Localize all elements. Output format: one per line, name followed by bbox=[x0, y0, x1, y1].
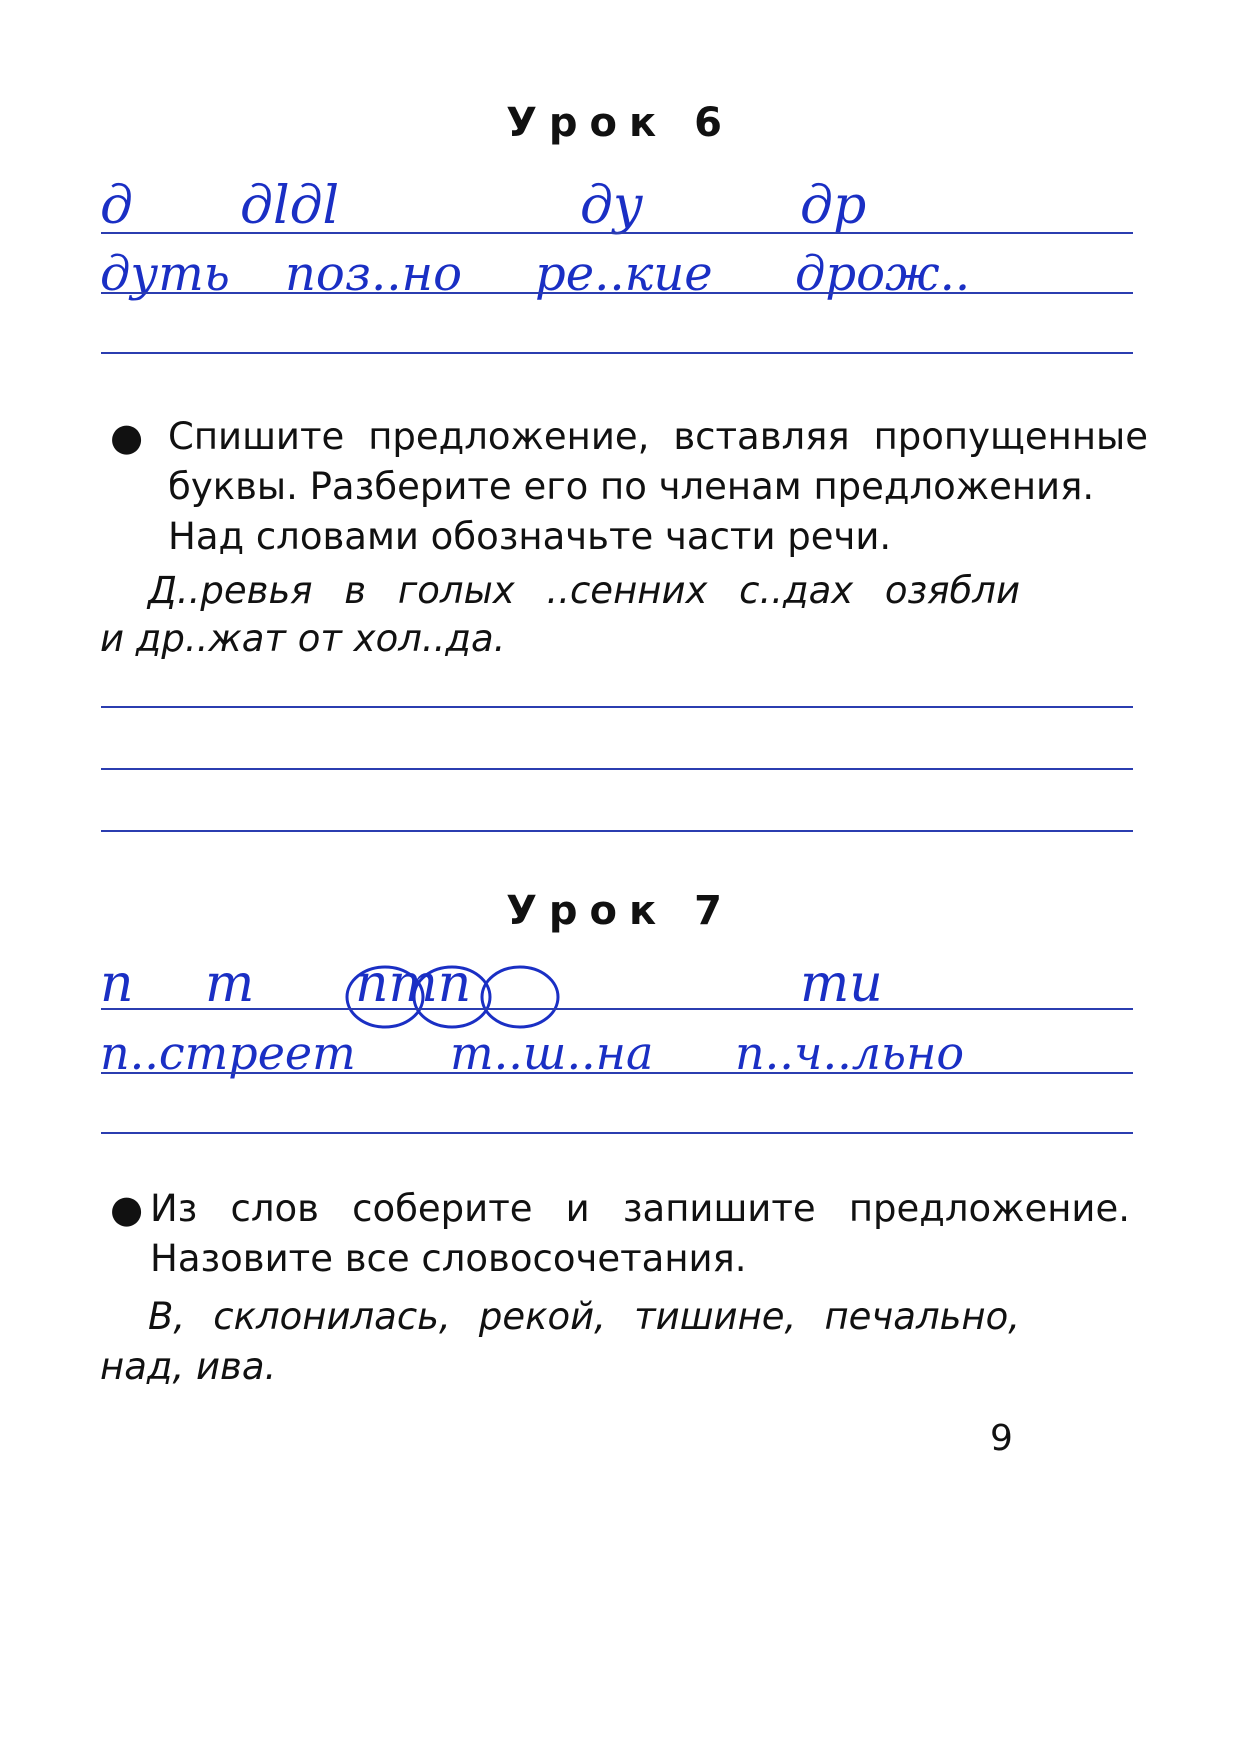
exercise-line: В, склонилась, рекой, тишине, печально, bbox=[148, 1295, 1020, 1338]
task-instructions bbox=[110, 412, 1148, 572]
practice-letter: ти bbox=[800, 954, 883, 1014]
task-instructions bbox=[110, 1184, 1140, 1294]
bullet-icon: ● bbox=[110, 415, 144, 459]
lesson-6-title: Урок 6 bbox=[506, 100, 734, 146]
exercise-line: над, ива. bbox=[100, 1345, 277, 1388]
writing-line bbox=[101, 352, 1133, 354]
writing-line bbox=[101, 706, 1133, 708]
page-number: 9 bbox=[990, 1418, 1013, 1459]
practice-word: п..ч..льно bbox=[735, 1026, 965, 1080]
writing-line bbox=[101, 830, 1133, 832]
writing-line bbox=[101, 292, 1133, 294]
practice-letters-circled: птп bbox=[355, 954, 472, 1014]
practice-letter: ду bbox=[580, 176, 644, 236]
practice-word: дрож.. bbox=[795, 246, 971, 302]
task-line: Назовите все словосочетания. bbox=[150, 1237, 747, 1280]
writing-line bbox=[101, 768, 1133, 770]
practice-letter: п bbox=[100, 954, 134, 1014]
task-line: буквы. Разберите его по членам предложения. bbox=[168, 465, 1095, 508]
writing-line bbox=[101, 1072, 1133, 1074]
exercise-line: Д..ревья в голых ..сенних с..дах озябли bbox=[148, 569, 1020, 612]
task-line: Из слов соберите и запишите предложение. bbox=[150, 1187, 1130, 1230]
practice-word: т..ш..на bbox=[450, 1026, 654, 1080]
lesson-7-title: Урок 7 bbox=[506, 888, 734, 934]
writing-line bbox=[101, 1132, 1133, 1134]
writing-line bbox=[101, 232, 1133, 234]
practice-word: ре..кие bbox=[535, 246, 713, 302]
practice-word: п..стреет bbox=[100, 1026, 356, 1080]
circled-letters-loops bbox=[340, 955, 570, 1035]
task-line: Спишите предложение, вставляя пропущенные bbox=[168, 415, 1148, 458]
writing-line bbox=[101, 1008, 1133, 1010]
exercise-line: и др..жат от хол..да. bbox=[100, 617, 506, 660]
practice-word: поз..но bbox=[285, 246, 463, 302]
practice-letter: дlдl bbox=[240, 176, 340, 236]
practice-word: дуть bbox=[100, 246, 230, 302]
task-line: Над словами обозначьте части речи. bbox=[168, 515, 892, 558]
bullet-icon: ● bbox=[110, 1187, 144, 1231]
practice-letter: т bbox=[205, 954, 255, 1014]
practice-letter: д bbox=[100, 176, 133, 236]
practice-letter: др bbox=[800, 176, 867, 236]
